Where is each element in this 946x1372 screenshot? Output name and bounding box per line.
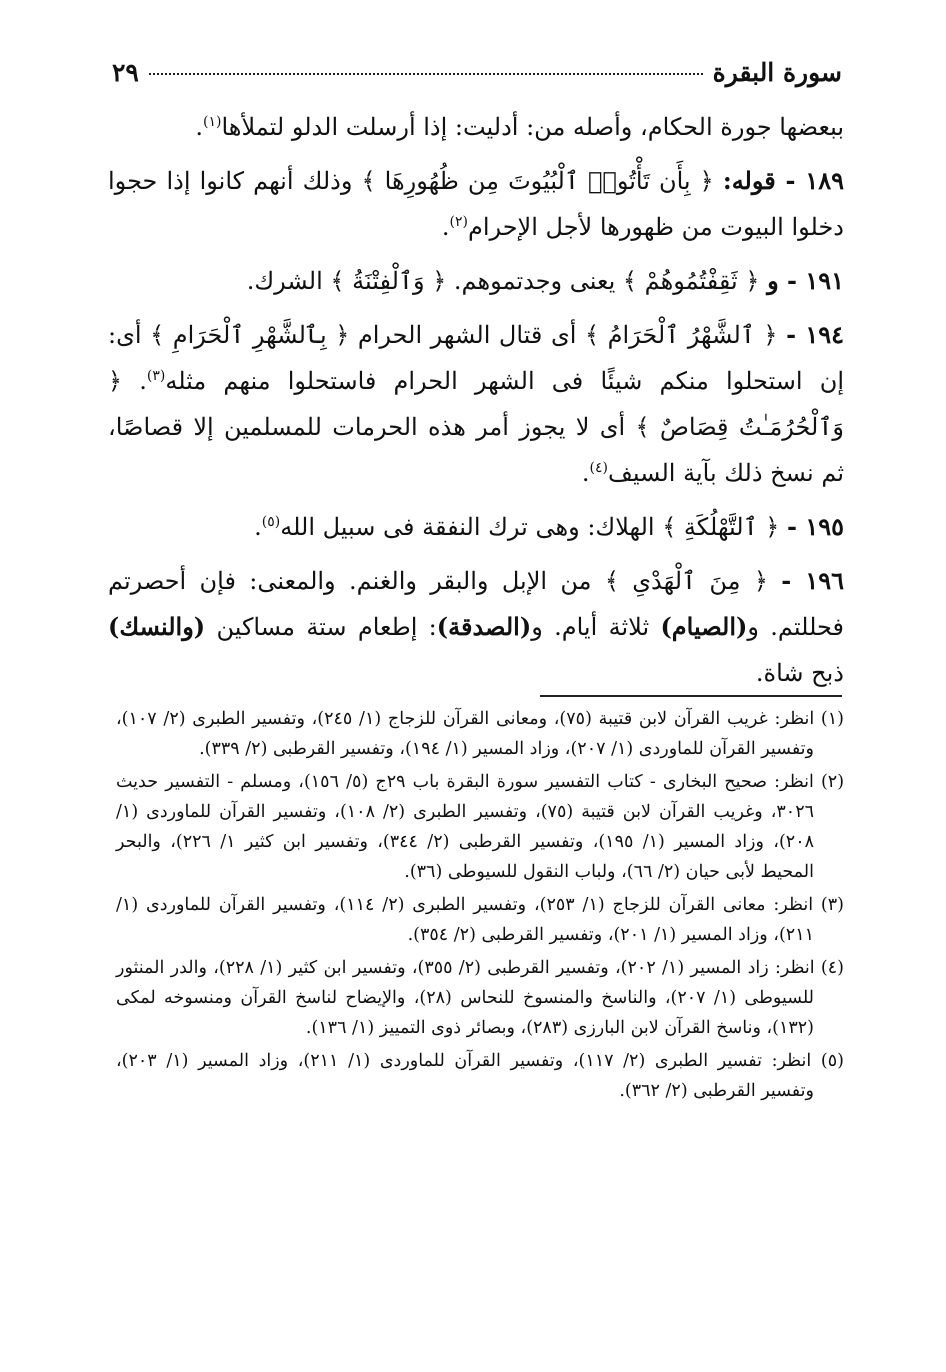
verse-number: ١٩٤ - <box>786 320 844 349</box>
paragraph-verse-194 <box>108 312 844 496</box>
bold-term: (والنسك) <box>108 612 206 641</box>
quran-quote: ﴿ بِٱلشَّهْرِ ٱلْحَرَامِ ﴾ <box>150 321 350 349</box>
paragraph-text: أى قتال الشهر الحرام <box>357 321 577 349</box>
verse-number: ١٩٥ - <box>787 512 844 541</box>
paragraph-text: من الإبل والبقر والغنم. والمعنى: فإن أحصرتم فحللتم. و <box>108 567 844 641</box>
quran-quote: ﴿ بِأَن تَأْتُوا۟ ٱلْبُيُوتَ مِن ظُهُورِهَا ﴾ <box>361 167 714 195</box>
footnote-ref: (٤) <box>589 460 608 476</box>
verse-number: ١٩٦ - <box>781 566 844 595</box>
running-header <box>112 58 842 88</box>
footnote-1: (١) انظر: غريب القرآن لابن قتيبة (٧٥)، ومعانى القرآن للزجاج (١/ ٢٤٥)، وتفسير الطبرى (٢/ ١٠٧)، وتفسير القرآن للماوردى (١/ ٢٠٧)، وزاد المسير (١/ ١٩٤)، وتفسير القرطبى (٢/ ٣٣٩). <box>116 709 844 759</box>
quran-quote: ﴿ مِنَ ٱلْهَدْىِ ﴾ <box>604 567 768 595</box>
footnote-2: (٢) انظر: صحيح البخارى - كتاب التفسير سورة البقرة باب ٢٩ج (٥/ ١٥٦)، ومسلم - التفسير حديث ٣٠٢٦، وغريب القرآن لابن قتيبة (٧٥)، وتفسير الطبرى (٢/ ١٠٨)، وتفسير القرآن للماوردى (١/ ٢٠٨)، وزاد المسير (١/ ١٩٥)، وتفسير القرطبى (٢/ ٣٤٤)، وتفسير ابن كثير ١/ ٢٢٦)، والبحر المحيط لأبى حيان (٢/ ٦٦)، ولباب النقول للسيوطى (٣٦). <box>116 772 845 882</box>
quran-quote: ﴿ ٱلتَّهْلُكَةِ ﴾ <box>662 513 780 541</box>
paragraph-end: . <box>254 513 262 541</box>
paragraph-text: أى لا يجوز أمر هذه الحرمات للمسلمين إلا قصاصًا، ثم نسخ ذلك بآية السيف <box>108 413 844 487</box>
quran-quote: ﴿ وَٱلْحُرُمَـٰتُ قِصَاصٌ ﴾ <box>108 367 844 441</box>
footnote-ref: (٥) <box>261 514 281 530</box>
footnote-ref: (١) <box>203 114 222 130</box>
paragraph-text: الشرك. <box>246 267 323 295</box>
main-text <box>108 104 844 704</box>
footnote-5: (٥) انظر: تفسير الطبرى (٢/ ١١٧)، وتفسير القرآن للماوردى (١/ ٢١١)، وزاد المسير (١/ ٢٠٣)، وتفسير القرطبى (٢/ ٣٦٢). <box>116 1051 844 1101</box>
paragraph-end: . <box>581 459 590 487</box>
page-number: ٢٩ <box>112 58 139 87</box>
quran-quote: ﴿ وَٱلْفِتْنَةُ ﴾ <box>330 267 447 295</box>
paragraph-text: الهلاك: وهى ترك النفقة فى سبيل الله <box>280 513 655 541</box>
paragraph-text: وذلك أنهم كانوا إذا حجوا دخلوا البيوت من ظهورها لأجل الإحرام <box>108 167 844 241</box>
paragraph-end: . <box>441 213 450 241</box>
paragraph-verse-189 <box>108 158 844 250</box>
quran-quote: ﴿ ثَقِفْتُمُوهُمْ ﴾ <box>622 267 760 295</box>
footnote-3: (٣) انظر: معانى القرآن للزجاج (١/ ٢٥٣)، وتفسير الطبرى (٢/ ١١٤)، وتفسير القرآن للماوردى (١/ ٢١١)، وزاد المسير (١/ ٢٠١)، وتفسير القرطبى (٢/ ٣٥٤). <box>116 895 844 945</box>
verse-number: ١٨٩ - قوله: <box>722 166 844 195</box>
paragraph-verse-196 <box>108 558 844 696</box>
paragraph-text: أى: إن استحلوا منكم شيئًا فى الشهر الحرام فاستحلوا منهم مثله <box>108 321 844 395</box>
paragraph-mid: . <box>139 367 147 395</box>
surah-title: سورة البقرة <box>712 58 842 87</box>
bold-term: (الصيام) <box>660 612 748 641</box>
paragraph-text: ببعضها جورة الحكام، وأصله من: أدليت: إذا أرسلت الدلو لتملأها <box>221 113 844 141</box>
paragraph-text: يعنى وجدتموهم. <box>453 267 616 295</box>
footnote-ref: (٣) <box>146 368 166 384</box>
paragraph-text: ذبح شاة. <box>755 659 844 687</box>
bold-term: (الصدقة) <box>436 612 532 641</box>
paragraph-intro <box>108 104 844 150</box>
paragraph-text: ثلاثة أيام. و <box>531 613 650 641</box>
footnotes <box>116 704 844 1109</box>
paragraph-verse-191 <box>108 258 844 304</box>
paragraph-end: . <box>195 113 203 141</box>
leader-dots <box>149 73 703 75</box>
quran-quote: ﴿ ٱلشَّهْرُ ٱلْحَرَامُ ﴾ <box>584 321 778 349</box>
footnote-separator <box>540 695 842 697</box>
paragraph-text: : إطعام ستة مساكين <box>216 613 437 641</box>
footnote-ref: (٢) <box>449 214 468 230</box>
paragraph-verse-195 <box>108 504 844 550</box>
verse-number: ١٩١ - و <box>767 266 844 295</box>
footnote-4: (٤) انظر: زاد المسير (١/ ٢٠٢)، وتفسير القرطبى (٢/ ٣٥٥)، وتفسير ابن كثير (١/ ٢٢٨)، والدر المنثور للسيوطى (١/ ٢٠٧)، والناسخ والمنسوخ للنحاس (٢٨)، والإيضاح لناسخ القرآن ومنسوخه لمكى (١٣٢)، وناسخ القرآن لابن البارزى (٢٨٣)، وبصائر ذوى التمييز (١/ ١٣٦). <box>116 958 844 1038</box>
